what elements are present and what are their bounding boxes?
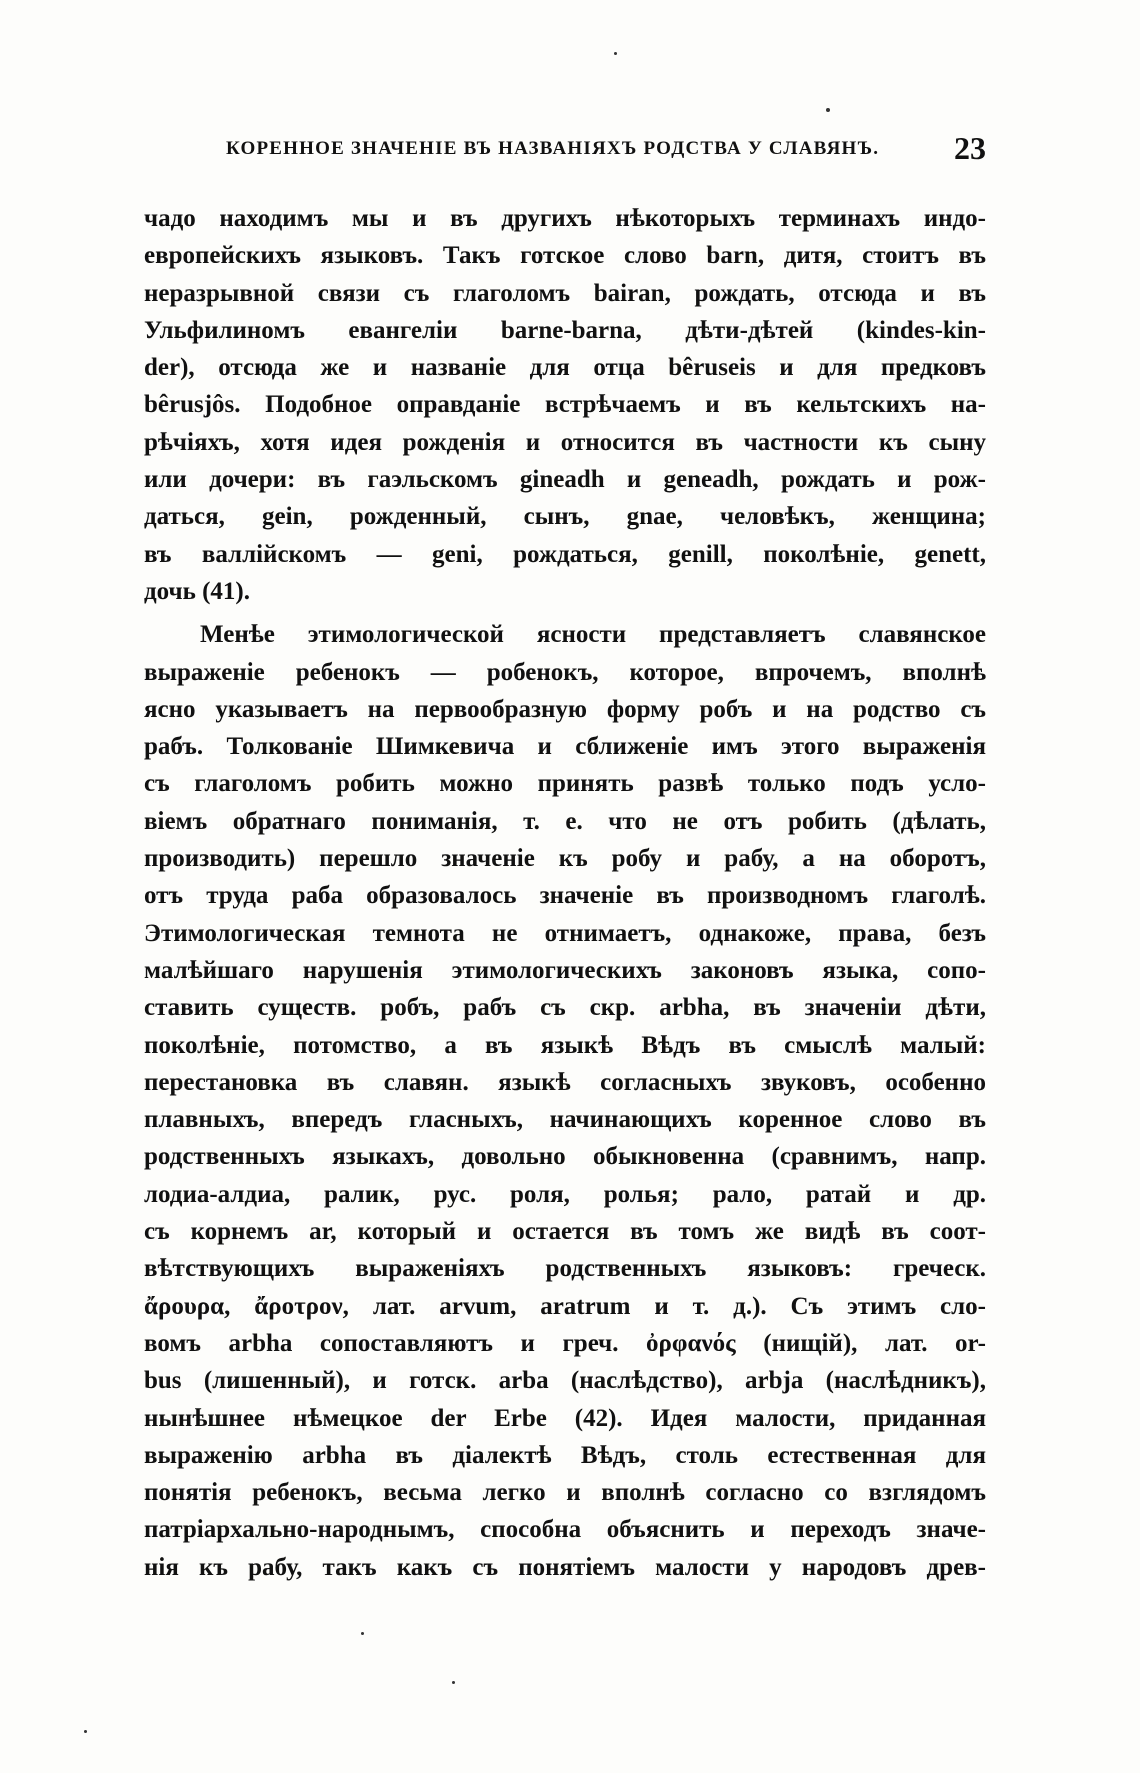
page-number: 23 <box>954 130 986 166</box>
text-line: выраженіе ребенокъ — робенокъ, которое, впрочемъ, вполнѣ <box>144 658 986 686</box>
text-line: ἄρουρα, ἄροτρον, лат. arvum, aratrum и т. д.). Съ этимъ сло- <box>144 1292 986 1320</box>
text-line: европейскихъ языковъ. Такъ готское слово barn, дитя, стоитъ въ <box>144 242 986 270</box>
text-line: Ульфилиномъ евангеліи barne-barna, дѣти-дѣтей (kindes-kin- <box>144 316 986 344</box>
text-line: поколѣніе, потомство, а въ языкѣ Вѣдъ въ смыслѣ малый: <box>144 1031 986 1059</box>
text-line: съ корнемъ ar, который и остается въ томъ же видѣ въ соот- <box>144 1218 986 1246</box>
text-line: понятія ребенокъ, весьма легко и вполнѣ согласно со взглядомъ <box>144 1479 986 1507</box>
text-line: выраженію arbha въ діалектѣ Вѣдъ, столь естественная для <box>144 1441 986 1469</box>
text-line: отъ труда раба образовалось значеніе въ производномъ глаголѣ. <box>144 882 986 910</box>
text-line: лодиа-алдиа, ралик, рус. роля, ролья; рало, ратай и др. <box>144 1180 986 1208</box>
text-line: ясно указываетъ на первообразную форму робъ и на родство съ <box>144 695 986 723</box>
ink-speck <box>361 1632 364 1635</box>
ink-speck <box>452 1681 455 1684</box>
text-line: ставить существ. робъ, рабъ съ скр. arbha, въ значеніи дѣти, <box>144 994 986 1022</box>
text-line: віемъ обратнаго пониманія, т. е. что не отъ робить (дѣлать, <box>144 807 986 835</box>
text-line: Этимологическая темнота не отнимаетъ, однакоже, права, безъ <box>144 919 986 947</box>
ink-speck <box>614 52 617 55</box>
text-line: bus (лишенный), и готск. arba (наслѣдство), arbja (наслѣдникъ), <box>144 1367 986 1395</box>
text-line: неразрывной связи съ глаголомъ bairan, рождать, отсюда и въ <box>144 279 986 307</box>
text-line: der), отсюда же и названіе для отца bêruseis и для предковъ <box>144 354 986 382</box>
text-line: дочь (41). <box>144 577 250 605</box>
page-header <box>226 130 986 170</box>
text-line: Менѣе этимологической ясности представляетъ славянское <box>200 621 986 649</box>
text-line: или дочери: въ гаэльскомъ gineadh и geneadh, рождать и рож- <box>144 466 986 494</box>
text-line: нынѣшнее нѣмецкое der Erbe (42). Идея малости, приданная <box>144 1404 986 1432</box>
text-line: даться, gein, рожденный, сынъ, gnae, человѣкъ, женщина; <box>144 503 986 531</box>
paragraph-1 <box>144 200 986 610</box>
text-line: въ валлійскомъ — geni, рождаться, genill, поколѣніе, genett, <box>144 540 986 568</box>
text-line: малѣйшаго нарушенія этимологическихъ законовъ языка, сопо- <box>144 956 986 984</box>
text-line: чадо находимъ мы и въ другихъ нѣкоторыхъ терминахъ индо- <box>144 205 986 232</box>
text-line: вѣтствующихъ выраженіяхъ родственныхъ языковъ: греческ. <box>144 1255 986 1283</box>
body-text <box>144 200 986 1586</box>
text-line: плавныхъ, впередъ гласныхъ, начинающихъ коренное слово въ <box>144 1106 986 1134</box>
text-line: съ глаголомъ робить можно принять развѣ только подъ усло- <box>144 770 986 798</box>
text-line: нія къ рабу, такъ какъ съ понятіемъ малости у народовъ древ- <box>144 1553 986 1581</box>
text-line: родственныхъ языкахъ, довольно обыкновенна (сравнимъ, напр. <box>144 1143 986 1171</box>
text-line: вомъ arbha сопоставляютъ и греч. ὀρφανός (нищій), лат. or- <box>144 1329 986 1357</box>
running-head: КОРЕННОЕ ЗНАЧЕНІЕ ВЪ НАЗВАНІЯХЪ РОДСТВА У СЛАВЯНЪ. <box>226 138 880 159</box>
text-line: bêrusjôs. Подобное оправданіе встрѣчаемъ и въ кельтскихъ на- <box>144 391 986 419</box>
text-line: перестановка въ славян. языкѣ согласныхъ звуковъ, особенно <box>144 1068 986 1096</box>
paragraph-2 <box>144 616 986 1586</box>
ink-speck <box>826 108 830 112</box>
text-line: рѣчіяхъ, хотя идея рожденія и относится въ частности къ сыну <box>144 428 986 456</box>
text-line: производить) перешло значеніе къ робу и рабу, а на оборотъ, <box>144 845 986 873</box>
ink-speck <box>84 1730 87 1733</box>
text-line: рабъ. Толкованіе Шимкевича и сближеніе имъ этого выраженія <box>144 733 986 761</box>
text-line: патріархально-народнымъ, способна объяснить и переходъ значе- <box>144 1516 986 1544</box>
